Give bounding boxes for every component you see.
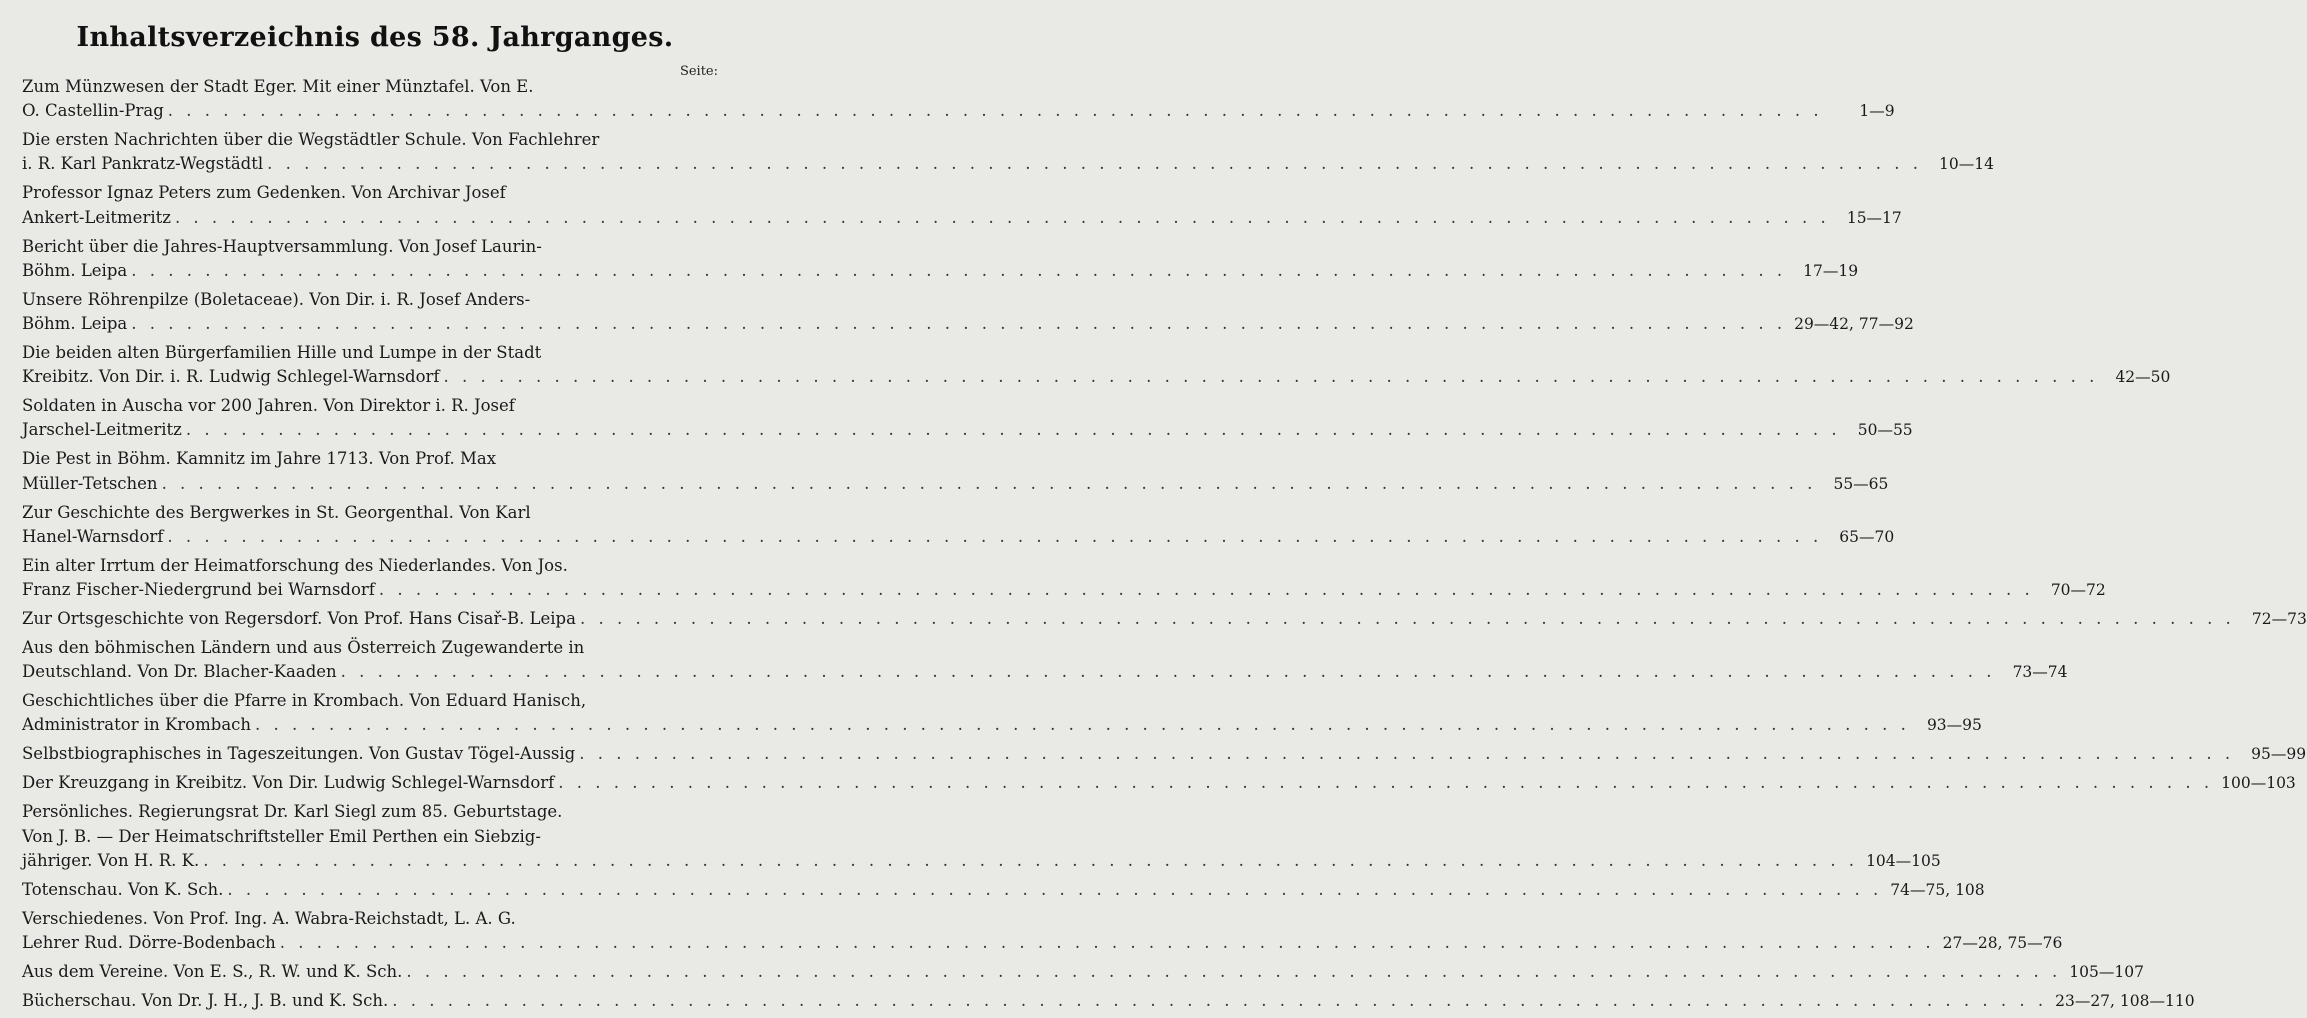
dot-leader [392,989,2047,1013]
toc-entry-line: Geschichtliches über die Pfarre in Krombach. Von Eduard Hanisch, [22,691,587,711]
toc-entry-line: jähriger. Von H. R. K. [22,850,200,870]
toc-entry [22,989,2195,1013]
toc-entry-line: Von J. B. — Der Heimatschriftsteller Emil Perthen ein Siebzig- [22,826,541,846]
toc-entry-pages: 50—55 [1857,421,1913,440]
toc-entry-line: Böhm. Leipa [22,260,128,280]
dot-leader [131,312,1786,336]
toc-entry-text [22,636,2000,684]
toc-entry-text [22,878,1886,902]
toc-entry-pages: 74—75, 108 [1890,880,1985,899]
toc-entry-pages: 23—27, 108—110 [2055,992,2195,1011]
toc-entry-line: Deutschland. Von Dr. Blacher-Kaaden [22,662,337,682]
toc-entry-text [22,501,1826,549]
toc-entry-pages: 95—99 [2251,745,2307,764]
toc-entry-pages: 93—95 [1926,716,1982,735]
dot-leader [168,99,1823,123]
toc-entry-text [22,394,1845,442]
toc-list [22,75,2307,1018]
toc-entry-line: Ein alter Irrtum der Heimatforschung des Niederlandes. Von Jos. [22,555,568,575]
toc-entry-text [22,800,1862,873]
toc-entry-text [22,907,1939,955]
toc-entry-text [22,989,2051,1013]
page-column-label: Seite: [679,64,718,79]
dot-leader [175,206,1830,230]
toc-entry-line: i. R. Karl Pankratz-Wegstädtl [22,154,264,174]
toc-entry-line: Jarschel-Leitmeritz [22,420,182,440]
toc-entry [22,771,2296,795]
toc-entry-pages: 1—9 [1859,102,1895,121]
toc-entry-text [22,75,1827,123]
toc-entry-text [22,960,2065,984]
toc-entry-line: Persönliches. Regierungsrat Dr. Karl Siegl zum 85. Geburtstage. [22,802,563,822]
dot-leader [558,771,2213,795]
toc-entry [22,689,1982,737]
toc-entry [22,607,2307,631]
toc-entry [22,554,2106,602]
dot-leader [267,152,1922,176]
toc-entry-text [22,771,2217,795]
toc-entry-pages: 100—103 [2221,774,2296,793]
toc-entry-line: Zur Ortsgeschichte von Regersdorf. Von Prof. Hans Cisař-B. Leipa [22,609,576,629]
toc-entry-line: Bücherschau. Von Dr. J. H., J. B. und K. Sch. [22,991,389,1011]
toc-entry-pages: 105—107 [2069,963,2144,982]
toc-entry-line: Müller-Tetschen [22,473,158,493]
dot-leader [186,418,1841,442]
toc-entry-line: Böhm. Leipa [22,314,128,334]
toc-entry [22,800,1941,873]
toc-entry [22,394,1913,442]
dot-leader [579,742,2234,766]
toc-entry-pages: 29—42, 77—92 [1794,315,1914,334]
toc-entry [22,75,1895,123]
toc-entry-pages: 70—72 [2050,581,2106,600]
dot-leader [203,849,1858,873]
page-title: Inhaltsverzeichnis des 58. Jahrganges. [76,22,674,53]
toc-entry-line: Totenschau. Von K. Sch. [22,879,224,899]
toc-entry [22,288,1914,336]
toc-entry-text [22,128,1926,176]
dot-leader [131,259,1786,283]
toc-entry-line: Ankert-Leitmeritz [22,207,171,227]
dot-leader [406,960,2061,984]
toc-entry [22,447,1889,495]
toc-entry-line: Franz Fischer-Niedergrund bei Warnsdorf [22,580,375,600]
toc-entry-text [22,288,1790,336]
toc-entry [22,501,1895,549]
toc-entry [22,960,2144,984]
toc-entry-pages: 55—65 [1833,474,1889,493]
toc-entry-pages: 72—73 [2251,610,2307,629]
toc-entry-line: Lehrer Rud. Dörre-Bodenbach [22,933,276,953]
dot-leader [280,931,1935,955]
toc-entry [22,235,1859,283]
toc-entry-line: Der Kreuzgang in Kreibitz. Von Dir. Ludwig Schlegel-Warnsdorf [22,773,555,793]
dot-leader [379,578,2034,602]
toc-entry-pages: 27—28, 75—76 [1942,934,2063,953]
toc-entry-line: Zum Münzwesen der Stadt Eger. Mit einer Münztafel. Von E. [22,77,534,96]
toc-entry-text [22,742,2238,766]
toc-entry-pages: 10—14 [1939,155,1994,174]
dot-leader [227,878,1882,902]
toc-entry-line: Soldaten in Auscha vor 200 Jahren. Von Direktor i. R. Josef [22,396,515,416]
toc-entry [22,128,1994,176]
toc-entry-text [22,341,2102,389]
toc-entry-line: Die Pest in Böhm. Kamnitz im Jahre 1713. Von Prof. Max [22,449,497,469]
toc-entry-line: Administrator in Krombach [22,715,252,735]
dot-leader [162,472,1817,496]
toc-entry-line: Bericht über die Jahres-Hauptversammlung. Von Josef Laurin- [22,236,542,256]
toc-entry [22,181,1902,229]
toc-entry-pages: 15—17 [1846,208,1902,227]
toc-entry [22,742,2307,766]
toc-entry [22,636,2068,684]
toc-entry-text [22,689,1914,737]
dot-leader [580,607,2235,631]
toc-entry-pages: 104—105 [1866,851,1941,870]
toc-entry-pages: 17—19 [1803,261,1859,280]
toc-entry-line: Zur Geschichte des Bergwerkes in St. Georgenthal. Von Karl [22,502,531,522]
toc-entry [22,341,2171,389]
toc-entry-line: Aus den böhmischen Ländern und aus Österreich Zugewanderte in [22,638,585,658]
dot-leader [341,660,1996,684]
dot-leader [444,365,2099,389]
toc-entry-line: Kreibitz. Von Dir. i. R. Ludwig Schlegel-Warnsdorf [22,367,440,387]
dot-leader [167,525,1822,549]
toc-entry-line: Selbstbiographisches in Tageszeitungen. Von Gustav Tögel-Aussig [22,744,576,764]
toc-entry-text [22,607,2239,631]
dot-leader [255,713,1910,737]
toc-entry-text [22,447,1820,495]
toc-entry-pages: 65—70 [1839,527,1895,546]
toc-entry-text [22,181,1834,229]
toc-entry-line: Die beiden alten Bürgerfamilien Hille und Lumpe in der Stadt [22,343,542,363]
toc-entry-line: Unsere Röhrenpilze (Boletaceae). Von Dir. i. R. Josef Anders- [22,289,531,309]
toc-entry-pages: 73—74 [2012,663,2068,682]
toc-entry-line: Hanel-Warnsdorf [22,526,164,546]
toc-entry-line: Die ersten Nachrichten über die Wegstädtler Schule. Von Fachlehrer [22,130,600,150]
toc-entry-pages: 42—50 [2115,368,2171,387]
toc-entry-text [22,235,1790,283]
toc-entry [22,878,1985,902]
toc-entry-line: O. Castellin-Prag [22,101,164,121]
toc-entry-line: Professor Ignaz Peters zum Gedenken. Von Archivar Josef [22,183,506,203]
toc-entry-line: Verschiedenes. Von Prof. Ing. A. Wabra-Reichstadt, L. A. G. [22,908,516,928]
toc-entry [22,907,2063,955]
toc-entry-line: Aus dem Vereine. Von E. S., R. W. und K. Sch. [22,962,403,982]
toc-entry-text [22,554,2038,602]
